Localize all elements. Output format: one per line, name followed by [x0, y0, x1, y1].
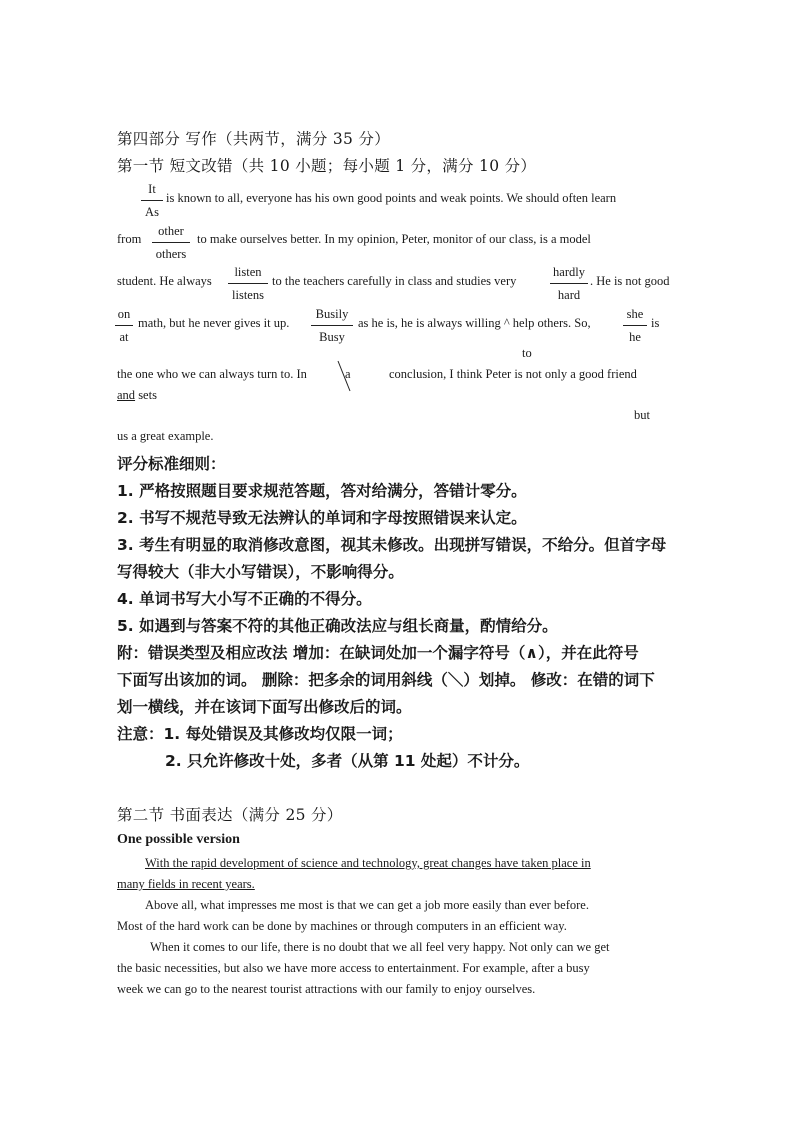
rule-1: 1. 严格按照题目要求规范答题，答对给满分，答错计零分。 — [117, 482, 527, 500]
inserted-word-but: but — [634, 408, 650, 422]
wrong-word: listen — [228, 265, 268, 284]
deleted-word: a — [345, 367, 351, 381]
rule-5: 5. 如遇到与答案不符的其他正确改法应与组长商量，酌情给分。 — [117, 617, 558, 635]
appendix-line-1: 附：错误类型及相应改法 增加：在缺词处加一个漏字符号（∧），并在此符号 — [117, 644, 639, 662]
appendix-line-2: 下面写出该加的词。 删除：把多余的词用斜线（＼）划掉。 修改：在错的词下 — [117, 671, 655, 689]
passage-line: conclusion, I think Peter is not only a good friend — [389, 367, 637, 381]
wrong-word: It — [141, 182, 163, 201]
correction-it-as — [141, 182, 163, 219]
passage-line: as he is, he is always willing ^ help others. So, — [358, 316, 591, 330]
passage-line — [117, 388, 157, 403]
essay-line: many fields in recent years. — [117, 877, 255, 891]
note-2: 2. 只允许修改十处，多者（从第 11 处起）不计分。 — [165, 752, 530, 770]
correction-on-at — [115, 307, 133, 344]
corrected-word: others — [155, 247, 187, 261]
passage-word: sets — [135, 388, 157, 402]
corrected-word: he — [629, 330, 641, 344]
correction-listen-listens — [228, 265, 268, 302]
essay-line: the basic necessities, but also we have more access to entertainment. For example, after a busy — [117, 961, 590, 975]
part4-title: 第四部分 写作（共两节，满分 35 分） — [117, 130, 391, 148]
passage-word: is — [651, 316, 660, 330]
essay-line: Most of the hard work can be done by machines or through computers in an efficient way. — [117, 919, 567, 933]
inserted-word-to: to — [522, 346, 532, 360]
essay-heading: One possible version — [117, 832, 240, 847]
rule-3: 3. 考生有明显的取消修改意图，视其未修改。出现拼写错误，不给分。但首字母 — [117, 536, 667, 554]
rules-title: 评分标准细则： — [117, 455, 226, 473]
section2-title: 第二节 书面表达（满分 25 分） — [117, 806, 343, 824]
correction-hardly-hard — [550, 265, 588, 302]
essay-line: When it comes to our life, there is no doubt that we all feel very happy. Not only can we get — [150, 940, 610, 954]
wrong-word: she — [623, 307, 647, 326]
wrong-word: on — [115, 307, 133, 326]
essay-line: With the rapid development of science and technology, great changes have taken place in — [145, 856, 591, 870]
rule-2: 2. 书写不规范导致无法辨认的单词和字母按照错误来认定。 — [117, 509, 527, 527]
essay-line: Above all, what impresses me most is that we can get a job more easily than ever before. — [145, 898, 589, 912]
rule-3-continued: 写得较大（非大小写错误），不影响得分。 — [117, 563, 404, 581]
correction-she-he — [623, 307, 647, 344]
passage-line: . He is not good — [590, 274, 670, 288]
corrected-word: hard — [557, 288, 581, 302]
appendix-line-3: 划一横线，并在该词下面写出修改后的词。 — [117, 698, 412, 716]
passage-word: from — [117, 232, 142, 246]
wrong-word: Busily — [311, 307, 353, 326]
passage-line: to make ourselves better. In my opinion, Peter, monitor of our class, is a model — [197, 232, 591, 246]
passage-line: to the teachers carefully in class and studies very — [272, 274, 517, 288]
corrected-word: As — [145, 205, 159, 219]
wrong-word: hardly — [550, 265, 588, 284]
section1-title: 第一节 短文改错（共 10 小题；每小题 1 分，满分 10 分） — [117, 157, 537, 175]
wrong-word: other — [152, 224, 190, 243]
note-1: 注意：1. 每处错误及其修改均仅限一词； — [117, 725, 403, 743]
essay-line: week we can go to the nearest tourist attractions with our family to enjoy ourselves. — [117, 982, 536, 996]
passage-line: math, but he never gives it up. — [138, 316, 290, 330]
corrected-word: Busy — [319, 330, 345, 344]
correction-other-others — [152, 224, 190, 261]
correction-busily-busy — [311, 307, 353, 344]
passage-line: is known to all, everyone has his own good points and weak points. We should often learn — [166, 191, 617, 205]
passage-line: the one who we can always turn to. In — [117, 367, 307, 381]
passage-line: us a great example. — [117, 429, 214, 443]
corrected-word: at — [119, 330, 129, 344]
passage-word: student. He always — [117, 274, 212, 288]
rule-4: 4. 单词书写大小写不正确的不得分。 — [117, 590, 372, 608]
underlined-word-and: and — [117, 388, 136, 402]
corrected-word: listens — [232, 288, 264, 302]
